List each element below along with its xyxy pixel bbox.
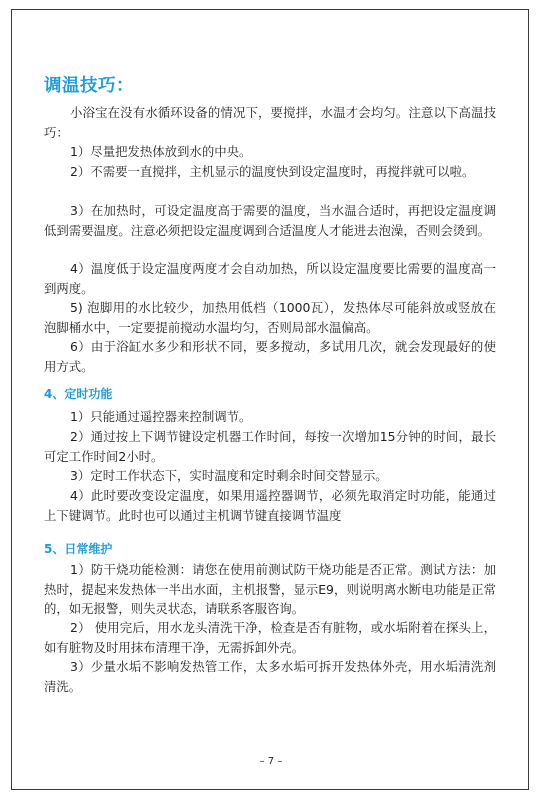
paragraph-intro: 小浴宝在没有水循环设备的情况下，要搅拌，水温才会均匀。注意以下高温技巧： [44,105,496,140]
paragraph-tip-4: 4）温度低于设定温度两度才会自动加热，所以设定温度要比需要的温度高一到两度。 [44,261,496,296]
paragraph-tip-5: 5) 泡脚用的水比较少，加热用低档（1000瓦），发热体尽可能斜放或竖放在泡脚桶水中，一定要提前搅动水温均匀，否则局部水温偏高。 [44,300,496,335]
paragraph-tip-2: 2）不需要一直搅拌，主机显示的温度快到设定温度时，再搅拌就可以啦。 [70,164,475,179]
paragraph-tip-1: 1）尽量把发热体放到水的中央。 [70,144,252,159]
page-number: – 7 – [259,756,283,767]
paragraph-timer-3: 3）定时工作状态下，实时温度和定时剩余时间交替显示。 [70,468,388,483]
section-heading-timer: 4、定时功能 [44,387,113,401]
paragraph-timer-4: 4）此时要改变设定温度，如果用遥控器调节，必须先取消定时功能，能通过上下键调节。此时也可以通过主机调节键直接调节温度 [44,488,496,523]
paragraph-tip-6: 6）由于浴缸水多少和形状不同，要多搅动，多试用几次，就会发现最好的使用方式。 [44,339,496,374]
paragraph-timer-1: 1）只能通过遥控器来控制调节。 [70,409,252,424]
paragraph-tip-3: 3）在加热时，可设定温度高于需要的温度，当水温合适时，再把设定温度调低到需要温度。注意必须把设定温度调到合适温度人才能进去泡澡，否则会烫到。 [44,203,496,238]
paragraph-maintenance-1: 1）防干烧功能检测：请您在使用前测试防干烧功能是否正常。测试方法：加热时，提起来发热体一半出水面，主机报警，显示E9，则说明离水断电功能是正常的，如无报警，则失灵状态，请联系客服咨询。 [44,562,496,617]
paragraph-maintenance-2: 2） 使用完后，用水龙头清洗干净，检查是否有脏物，或水垢附着在探头上，如有脏物及时用抹布清理干净，无需拆卸外壳。 [44,620,496,655]
section-heading-maintenance: 5、日常维护 [44,542,113,556]
section-heading-temperature-tips: 调温技巧： [44,76,134,96]
paragraph-maintenance-3: 3）少量水垢不影响发热管工作，太多水垢可拆开发热体外壳，用水垢清洗剂清洗。 [44,659,496,694]
paragraph-timer-2: 2）通过按上下调节键设定机器工作时间，每按一次增加15分钟的时间，最长可定工作时间2小时。 [44,429,496,464]
